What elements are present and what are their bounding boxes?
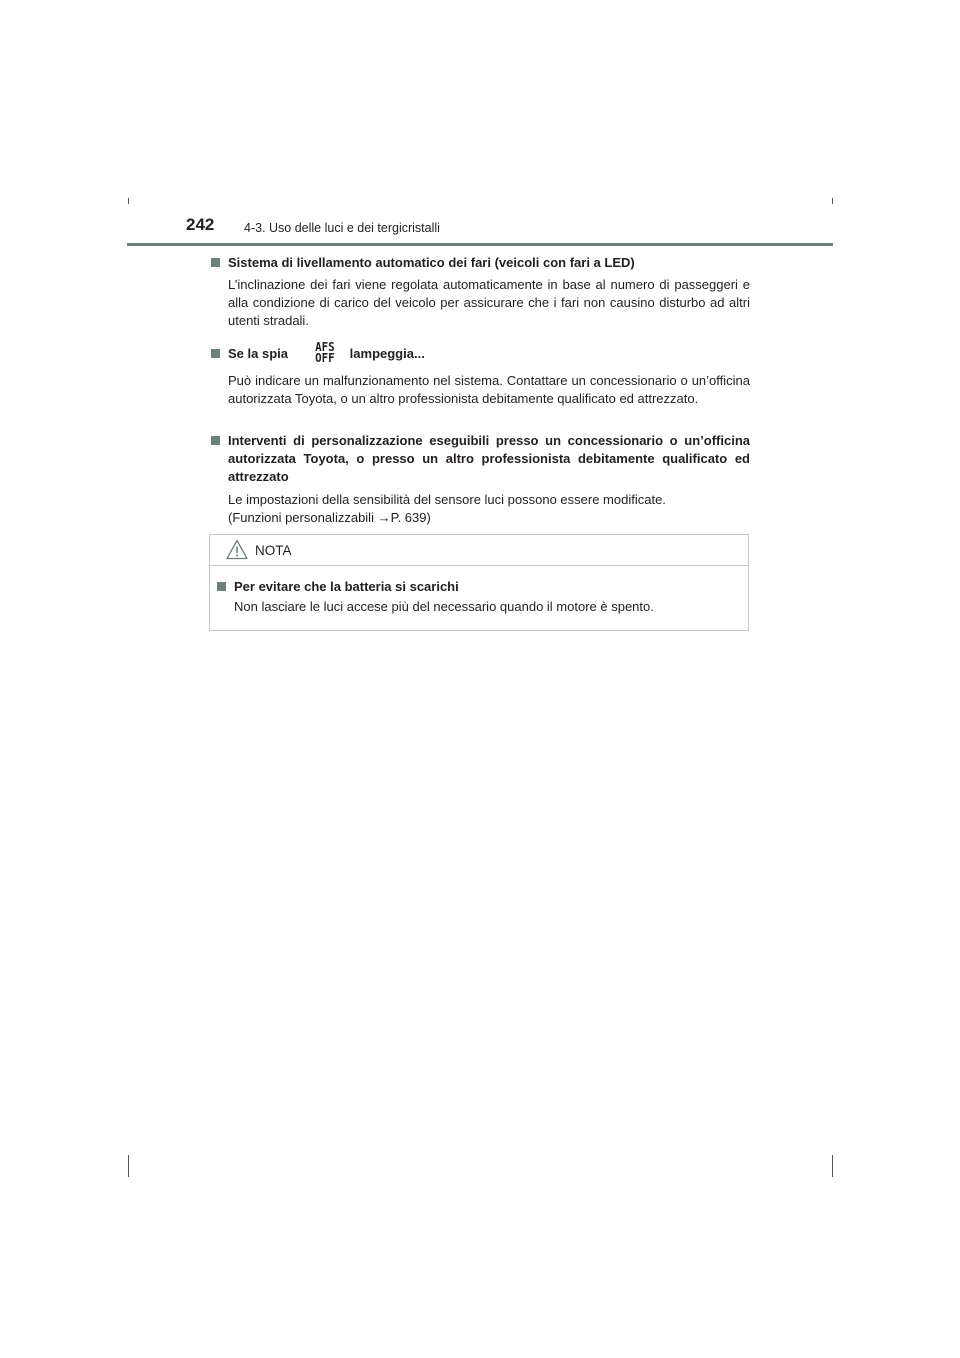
crop-mark-bottom-right bbox=[832, 1155, 833, 1177]
cross-reference-link[interactable]: (Funzioni personalizzabili →P. 639) bbox=[228, 510, 431, 525]
section-customization bbox=[210, 432, 750, 527]
afs-icon-line1: AFS bbox=[315, 340, 335, 354]
section-heading-text: Sistema di livellamento automatico dei fari (veicoli con fari a LED) bbox=[228, 255, 635, 270]
page-number: 242 bbox=[186, 215, 215, 234]
nota-heading-text: Per evitare che la batteria si scarichi bbox=[234, 579, 459, 594]
section-heading-text: Interventi di personalizzazione eseguibili presso un concessionario o un’officina autorizzata Toyota, o presso un altro professionista debitamente qualificato ed attrezzato bbox=[228, 433, 750, 484]
square-bullet-icon bbox=[211, 349, 220, 358]
section-heading bbox=[210, 432, 750, 486]
section-heading bbox=[210, 338, 750, 368]
section-body bbox=[210, 491, 750, 527]
warning-triangle-icon bbox=[226, 539, 248, 560]
nota-label: NOTA bbox=[255, 543, 292, 558]
section-afs-warning-light bbox=[210, 338, 750, 408]
crop-mark-top-left bbox=[128, 198, 129, 204]
square-bullet-icon bbox=[217, 582, 226, 591]
section-body: L’inclinazione dei fari viene regolata automaticamente in base al numero di passeggeri e alla condizione di carico del veicolo per assicurare che i fari non causino disturbo ad altri utenti stradali. bbox=[228, 277, 750, 328]
header-rule bbox=[127, 243, 833, 246]
nota-heading bbox=[216, 578, 736, 595]
nota-box bbox=[209, 534, 749, 631]
nota-header bbox=[210, 535, 748, 566]
section-headlight-leveling bbox=[210, 254, 750, 330]
square-bullet-icon bbox=[211, 258, 220, 267]
section-body: Può indicare un malfunzionamento nel sistema. Contattare un concessionario o un’officina autorizzata Toyota, o un altro professionista debitamente qualificato ed attrezzato. bbox=[228, 373, 750, 406]
body-line: Le impostazioni della sensibilità del sensore luci possono essere modificate. bbox=[228, 492, 666, 507]
section-heading bbox=[210, 254, 750, 271]
section-title: 4-3. Uso delle luci e dei tergicristalli bbox=[244, 221, 440, 235]
crop-mark-bottom-left bbox=[128, 1155, 129, 1177]
nota-body bbox=[216, 578, 736, 616]
nota-text: Non lasciare le luci accese più del necessario quando il motore è spento. bbox=[234, 599, 654, 614]
afs-icon-line2: OFF bbox=[315, 351, 335, 365]
square-bullet-icon bbox=[211, 436, 220, 445]
heading-prefix: Se la spia bbox=[228, 345, 288, 361]
crop-mark-top-right bbox=[832, 198, 833, 204]
afs-off-indicator-icon bbox=[315, 342, 335, 364]
heading-suffix: lampeggia... bbox=[349, 345, 425, 361]
